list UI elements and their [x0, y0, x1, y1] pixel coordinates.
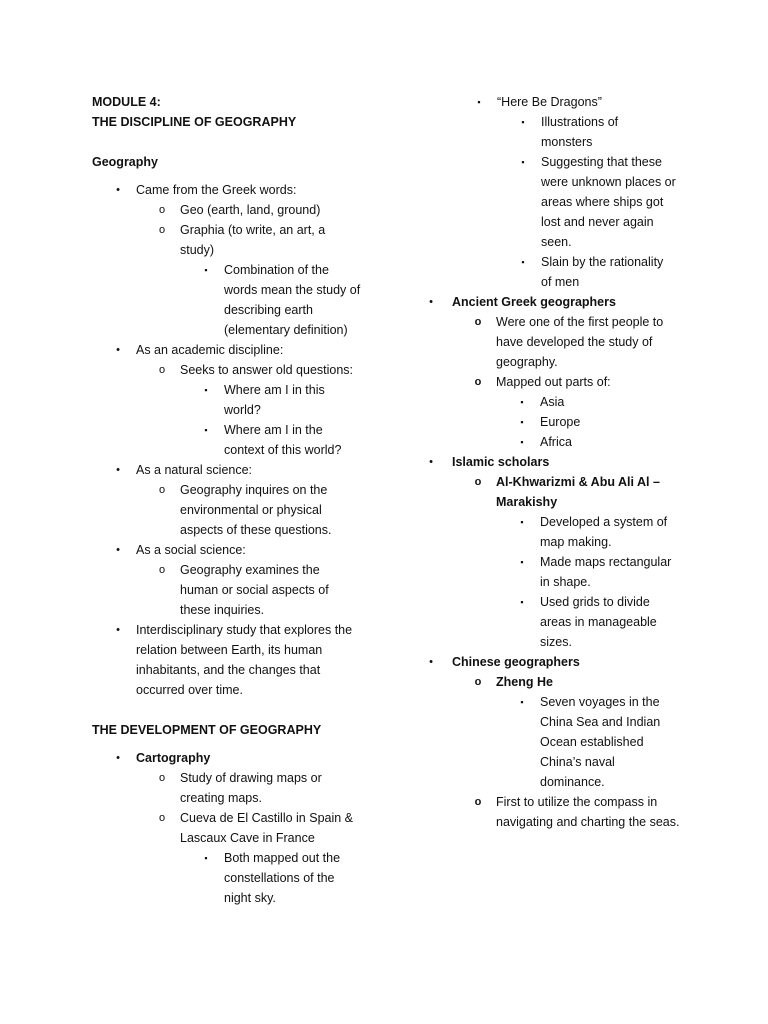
page-title: THE DISCIPLINE OF GEOGRAPHY [92, 115, 297, 129]
bullet-square-icon: ▪ [520, 557, 524, 567]
list-item: ▪ Made maps rectangular in shape. [496, 552, 680, 592]
dragons-list [425, 92, 687, 292]
list-item: ▪ Illustrations of monsters [425, 112, 641, 152]
bullet-circle-icon: o [158, 484, 166, 496]
list-item: • As a social science: o Geography examines the human or social aspects of these inquiries. [92, 540, 372, 620]
bullet-disc-icon: • [116, 184, 120, 196]
bullet-disc-icon: • [116, 624, 120, 636]
list-item: o Graphia (to write, an art, a study) ▪ Combination of the words mean the study of describing earth (elementary definition) [136, 220, 330, 340]
list-item: o Al-Khwarizmi & Abu Ali Al – Marakishy ▪ Developed a system of map making. ▪ Made maps rectangular in shape. ▪ Used grids to divide areas in manageable sizes. [452, 472, 666, 652]
list-item: • Came from the Greek words: o Geo (earth, land, ground) o Graphia (to write, an art, a study) ▪ Combination of the words mean the study of describing earth (elementary definition) [92, 180, 372, 340]
bullet-circle-icon: o [158, 564, 166, 576]
module-label: MODULE 4: [92, 95, 161, 109]
list-item: o Study of drawing maps or creating maps. [136, 768, 340, 808]
list-item: o First to utilize the compass in navigating and charting the seas. [452, 792, 681, 832]
list-item: o Geo (earth, land, ground) [136, 200, 372, 220]
list-item: ▪ Combination of the words mean the study of describing earth (elementary definition) [180, 260, 364, 340]
list-item: ▪ Africa [496, 432, 687, 452]
list-item: ▪ Where am I in this world? [180, 380, 354, 420]
bullet-circle-icon: o [474, 796, 482, 808]
bullet-disc-icon: • [116, 344, 120, 356]
bullet-square-icon: ▪ [520, 417, 524, 427]
list-item: o Seeks to answer old questions: ▪ Where am I in this world? ▪ Where am I in the context of this world? [136, 360, 372, 460]
geographers-list [425, 292, 687, 832]
bullet-square-icon: ▪ [204, 385, 208, 395]
list-item: ▪ Both mapped out the constellations of the night sky. [180, 848, 364, 908]
bullet-circle-icon: o [474, 316, 482, 328]
list-item: ▪ Suggesting that these were unknown places or areas where ships got lost and never again seen. [425, 152, 681, 252]
list-item: • As an academic discipline: o Seeks to answer old questions: ▪ Where am I in this world? ▪ Where am I in the context of this world? [92, 340, 372, 460]
bullet-circle-icon: o [474, 476, 482, 488]
bullet-disc-icon: • [116, 544, 120, 556]
list-item: o Geography inquires on the environmental or physical aspects of these questions. [136, 480, 350, 540]
list-item: ▪ Seven voyages in the China Sea and Indian Ocean established China’s naval dominance. [496, 692, 668, 792]
bullet-square-icon: ▪ [521, 117, 525, 127]
bullet-circle-icon: o [158, 812, 166, 824]
right-column [425, 92, 687, 832]
bullet-square-icon: ▪ [204, 853, 208, 863]
bullet-disc-icon: • [116, 752, 120, 764]
bullet-disc-icon: • [116, 464, 120, 476]
left-column [92, 92, 372, 908]
bullet-circle-icon: o [158, 204, 166, 216]
bullet-square-icon: ▪ [520, 397, 524, 407]
list-item: • Cartography o Study of drawing maps or creating maps. o Cueva de El Castillo in Spain & Lascaux Cave in France ▪ Both mapped out the constellations of the night sky. [92, 748, 372, 908]
bullet-square-icon: ▪ [521, 257, 525, 267]
development-heading: THE DEVELOPMENT OF GEOGRAPHY [92, 723, 322, 737]
list-item: • Islamic scholars o Al-Khwarizmi & Abu Ali Al – Marakishy ▪ Developed a system of map making. ▪ Made maps rectangular in shape. ▪ Used grids to divide areas in manageable sizes. [425, 452, 687, 652]
geography-list [92, 180, 372, 700]
list-item: • Ancient Greek geographers o Were one of the first people to have developed the study of geography. o Mapped out parts of: ▪ Asia ▪ Europe ▪ Africa [425, 292, 687, 452]
bullet-square-icon: ▪ [520, 517, 524, 527]
list-item: o Were one of the first people to have developed the study of geography. [452, 312, 681, 372]
bullet-circle-icon: o [474, 676, 482, 688]
list-item: • As a natural science: o Geography inquires on the environmental or physical aspects of these questions. [92, 460, 372, 540]
bullet-disc-icon: • [429, 456, 433, 468]
bullet-square-icon: ▪ [204, 265, 208, 275]
bullet-square-icon: ▪ [520, 597, 524, 607]
bullet-square-icon: ▪ [521, 157, 525, 167]
list-item: • Chinese geographers o Zheng He ▪ Seven voyages in the China Sea and Indian Ocean established China’s naval dominance. o First to utilize the compass in navigating and charting the seas. [425, 652, 687, 832]
list-item: ▪ “Here Be Dragons” [425, 92, 687, 112]
list-item: ▪ Used grids to divide areas in manageable sizes. [496, 592, 665, 652]
bullet-circle-icon: o [474, 376, 482, 388]
list-item: ▪ Developed a system of map making. [496, 512, 675, 552]
list-item: o Geography examines the human or social aspects of these inquiries. [136, 560, 340, 620]
list-item: o Zheng He ▪ Seven voyages in the China Sea and Indian Ocean established China’s naval dominance. [452, 672, 687, 792]
geography-heading: Geography [92, 155, 158, 169]
list-item: • Interdisciplinary study that explores the relation between Earth, its human inhabitants, and the changes that occurred over time. [92, 620, 366, 700]
list-item: o Cueva de El Castillo in Spain & Lascaux Cave in France ▪ Both mapped out the constellations of the night sky. [136, 808, 370, 908]
bullet-circle-icon: o [158, 364, 166, 376]
bullet-square-icon: ▪ [204, 425, 208, 435]
bullet-square-icon: ▪ [520, 697, 524, 707]
development-list [92, 748, 372, 908]
list-item: ▪ Asia [496, 392, 687, 412]
list-item: ▪ Europe [496, 412, 687, 432]
bullet-disc-icon: • [429, 296, 433, 308]
bullet-disc-icon: • [429, 656, 433, 668]
bullet-circle-icon: o [158, 772, 166, 784]
list-item: o Mapped out parts of: ▪ Asia ▪ Europe ▪ Africa [452, 372, 687, 452]
bullet-square-icon: ▪ [477, 97, 481, 107]
bullet-square-icon: ▪ [520, 437, 524, 447]
bullet-circle-icon: o [158, 224, 166, 236]
list-item: ▪ Slain by the rationality of men [425, 252, 676, 292]
list-item: ▪ Where am I in the context of this world? [180, 420, 364, 460]
